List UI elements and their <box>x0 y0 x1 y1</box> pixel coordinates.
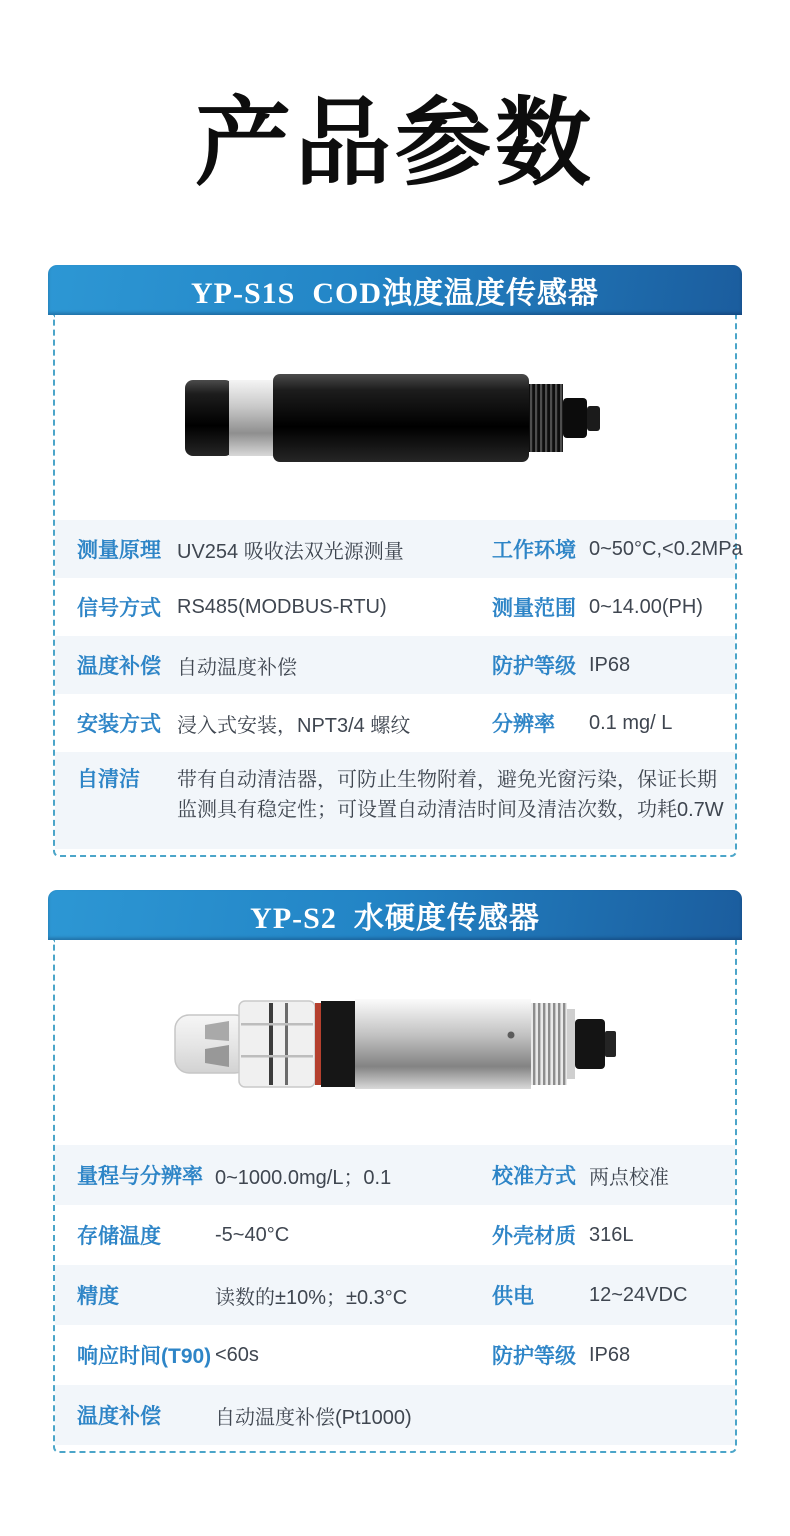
spec-label: 防护等级 <box>492 1345 576 1369</box>
spec-value-line2: 监测具有稳定性；可设置自动清洁时间及清洁次数，功耗0.7W <box>177 799 724 822</box>
spec-value: <60s <box>215 1343 259 1366</box>
spec-table <box>55 520 743 849</box>
spec-label: 信号方式 <box>77 597 161 621</box>
spec-label: 测量原理 <box>77 539 161 563</box>
spec-value: -5~40°C <box>215 1223 290 1246</box>
spec-label: 分辨率 <box>492 713 555 737</box>
product-card-yp-s2 <box>48 890 742 1453</box>
spec-row-temp-compensation <box>55 1385 735 1445</box>
spec-row <box>55 1145 735 1205</box>
card-body <box>53 315 743 857</box>
spec-table <box>55 1145 735 1445</box>
spec-row <box>55 578 735 636</box>
spec-row <box>55 520 743 578</box>
spec-row <box>55 1205 735 1265</box>
spec-label: 响应时间(T90) <box>77 1345 212 1369</box>
spec-value: 316L <box>589 1223 634 1246</box>
spec-row <box>55 1325 735 1385</box>
spec-row <box>55 1265 735 1325</box>
steel-sensor-illustration <box>173 991 618 1095</box>
spec-value: UV254 吸收法双光源测量 <box>177 540 404 563</box>
spec-value: 0~1000.0mg/L；0.1 <box>215 1166 392 1189</box>
card-body <box>53 940 737 1453</box>
spec-value: 0~14.00(PH) <box>589 595 703 618</box>
spec-label: 防护等级 <box>492 655 576 679</box>
spec-label: 温度补偿 <box>77 1405 161 1429</box>
spec-label: 安装方式 <box>77 713 161 737</box>
spec-value: 12~24VDC <box>589 1283 688 1306</box>
spec-value: IP68 <box>589 1343 631 1366</box>
spec-value <box>177 765 724 825</box>
spec-label: 温度补偿 <box>77 655 161 679</box>
black-sensor-illustration <box>185 372 605 464</box>
spec-value: 两点校准 <box>589 1166 669 1189</box>
spec-row <box>55 636 735 694</box>
card-title: YP-S2 水硬度传感器 <box>250 902 540 936</box>
page-title: 产品参数 <box>195 90 595 197</box>
spec-value: 读数的±10%；±0.3°C <box>215 1286 408 1309</box>
spec-label: 量程与分辨率 <box>77 1165 203 1189</box>
spec-label: 校准方式 <box>492 1165 576 1189</box>
card-title: YP-S1S COD浊度温度传感器 <box>190 277 599 311</box>
spec-value: 0.1 mg/ L <box>589 711 673 734</box>
spec-value: 自动温度补偿 <box>177 656 297 679</box>
spec-label: 自清洁 <box>77 768 140 792</box>
spec-value <box>215 1401 713 1430</box>
spec-value-line1: 带有自动清洁器，可防止生物附着，避免光窗污染，保证长期 <box>177 769 717 792</box>
spec-label: 存储温度 <box>77 1225 161 1249</box>
spec-label: 外壳材质 <box>492 1225 576 1249</box>
product-photo-hardness-sensor <box>55 940 735 1145</box>
spec-row-self-clean <box>55 752 735 849</box>
card-header <box>48 890 742 940</box>
card-header <box>48 265 742 315</box>
spec-value-line1: 自动温度补偿(Pt1000) <box>215 1406 412 1429</box>
spec-value: RS485(MODBUS-RTU) <box>177 595 387 618</box>
spec-label: 测量范围 <box>492 597 576 621</box>
spec-label: 工作环境 <box>492 539 576 563</box>
product-card-yp-s1s <box>48 265 742 857</box>
spec-value: 浸入式安装，NPT3/4 螺纹 <box>177 714 411 737</box>
spec-value: IP68 <box>589 653 631 676</box>
spec-label: 精度 <box>77 1285 119 1309</box>
spec-label: 供电 <box>492 1285 534 1309</box>
product-photo-cod-sensor <box>55 315 735 520</box>
spec-value: 0~50°C,<0.2MPa <box>589 537 743 560</box>
spec-row <box>55 694 735 752</box>
